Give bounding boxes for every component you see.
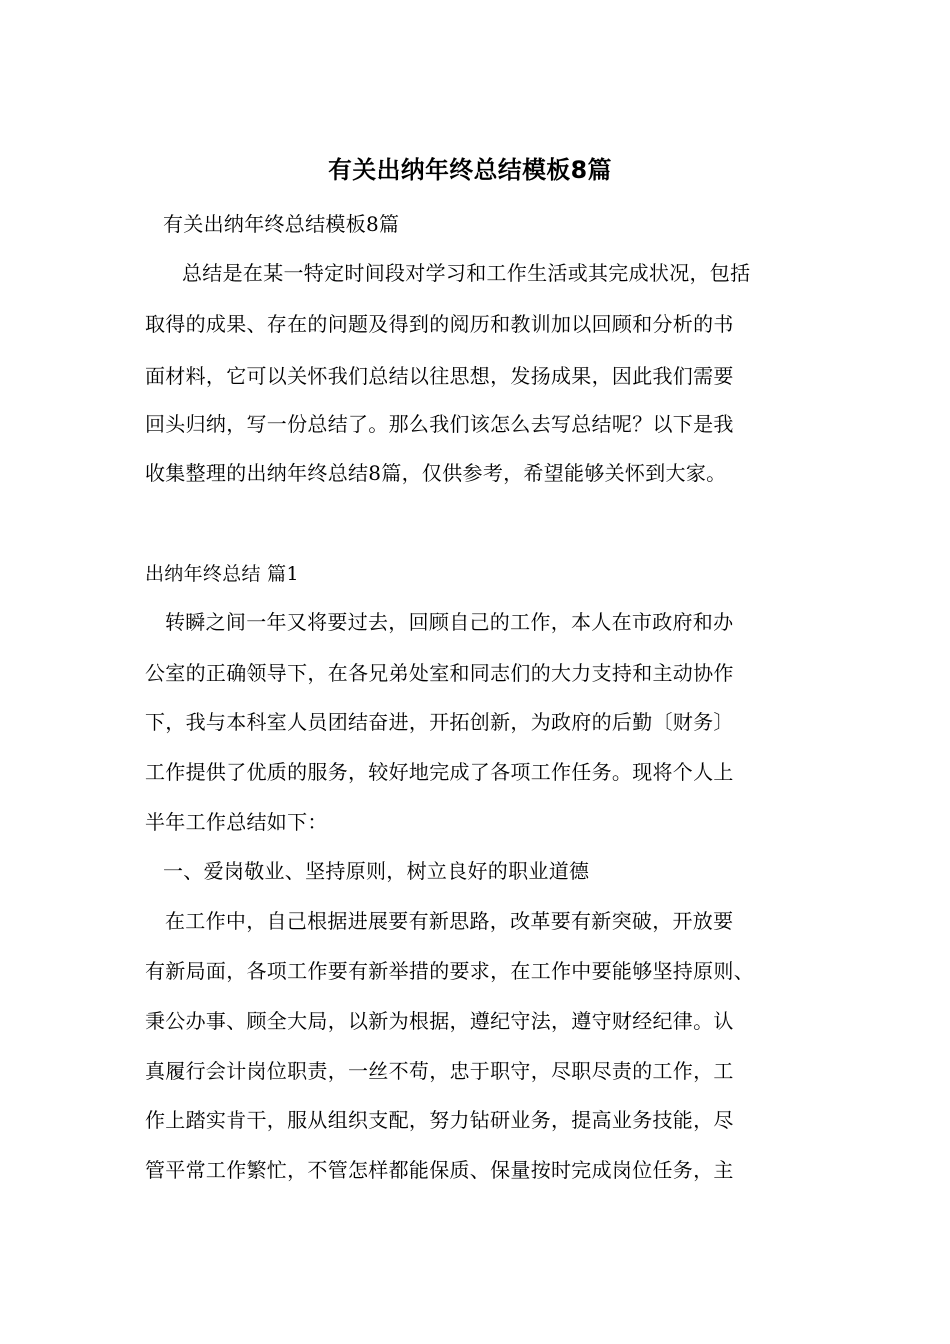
para1-line-2: 公室的正确领导下，在各兄弟处室和同志们的大力支持和主动协作 xyxy=(145,661,734,685)
intro-line-5: 收集整理的出纳年终总结8篇，仅供参考，希望能够关怀到大家。 xyxy=(145,461,727,485)
para1-line-4: 工作提供了优质的服务，较好地完成了各项工作任务。现将个人上 xyxy=(145,760,734,784)
para2-line-1: 在工作中，自己根据进展要有新思路，改革要有新突破，开放要 xyxy=(165,909,734,933)
point1-heading: 一、爱岗敬业、坚持原则，树立良好的职业道德 xyxy=(163,859,590,883)
document-subtitle: 有关出纳年终总结模板8篇 xyxy=(163,212,400,236)
intro-line-4: 回头归纳，写一份总结了。那么我们该怎么去写总结呢？以下是我 xyxy=(145,412,734,436)
para2-line-3: 秉公办事、顾全大局，以新为根据，遵纪守法，遵守财经纪律。认 xyxy=(145,1009,734,1033)
para1-line-3: 下，我与本科室人员团结奋进，开拓创新，为政府的后勤〔财务〕 xyxy=(145,710,734,734)
intro-line-3: 面材料，它可以关怀我们总结以往思想，发扬成果，因此我们需要 xyxy=(145,364,734,388)
para2-line-2: 有新局面，各项工作要有新举措的要求，在工作中要能够坚持原则、 xyxy=(145,959,754,983)
para1-line-5: 半年工作总结如下： xyxy=(145,810,328,834)
para2-line-6: 管平常工作繁忙，不管怎样都能保质、保量按时完成岗位任务，主 xyxy=(145,1158,734,1182)
intro-line-1: 总结是在某一特定时间段对学习和工作生活或其完成状况，包括 xyxy=(182,261,751,285)
document-title: 有关出纳年终总结模板8篇 xyxy=(328,156,612,184)
section-heading: 出纳年终总结 篇1 xyxy=(145,563,299,585)
para2-line-4: 真履行会计岗位职责，一丝不苟，忠于职守，尽职尽责的工作，工 xyxy=(145,1059,734,1083)
para1-line-1: 转瞬之间一年又将要过去，回顾自己的工作，本人在市政府和办 xyxy=(165,610,734,634)
intro-line-2: 取得的成果、存在的问题及得到的阅历和教训加以回顾和分析的书 xyxy=(145,312,734,336)
para2-line-5: 作上踏实肯干，服从组织支配，努力钻研业务，提高业务技能，尽 xyxy=(145,1108,734,1132)
